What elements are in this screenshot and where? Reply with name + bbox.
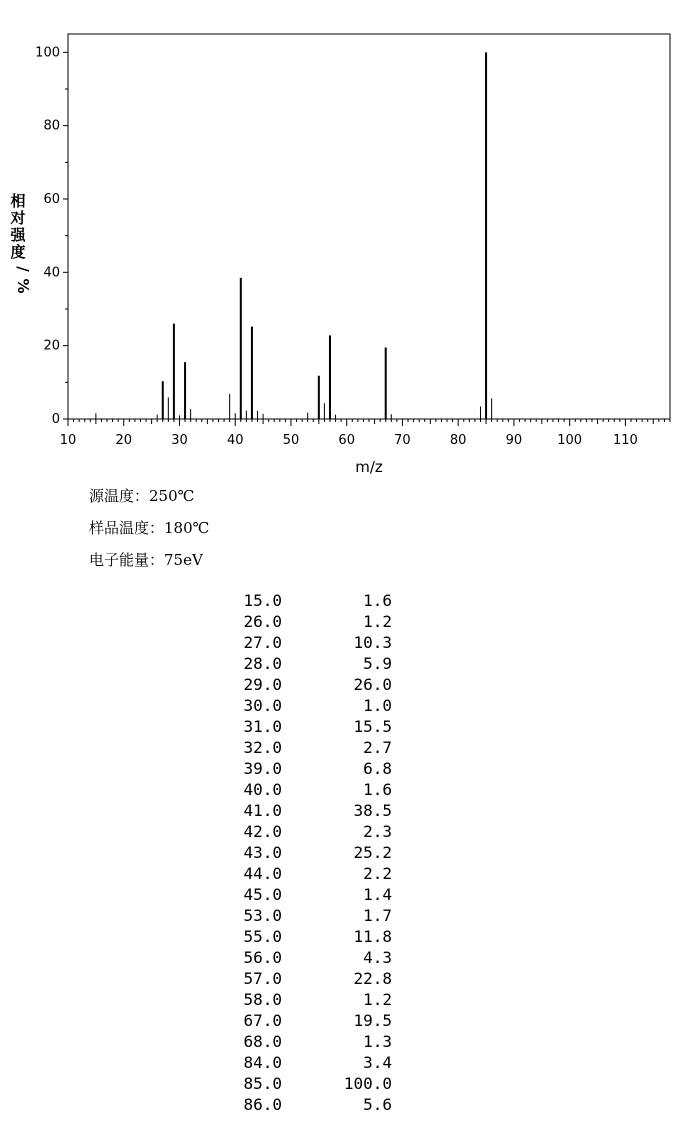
table-row: [200, 842, 392, 863]
peak-mz: 86.0: [243, 1095, 282, 1114]
table-row: [200, 779, 392, 800]
peak-mz: 55.0: [243, 927, 282, 946]
peak-mz: 44.0: [243, 864, 282, 883]
peak-intensity: 1.6: [363, 780, 392, 799]
peak-intensity: 2.2: [363, 864, 392, 883]
peak-mz: 39.0: [243, 759, 282, 778]
y-tick-label: 40: [43, 265, 60, 281]
peak-mz: 45.0: [243, 885, 282, 904]
peak-table-body: [200, 590, 392, 1115]
table-row: [200, 1073, 392, 1094]
peak-intensity: 100.0: [343, 1074, 392, 1093]
peak-mz: 32.0: [243, 738, 282, 757]
table-row: [200, 737, 392, 758]
mass-spectrum-chart: [0, 0, 696, 480]
peak-mz: 58.0: [243, 990, 282, 1009]
table-row: [200, 674, 392, 695]
x-tick-label: 40: [226, 433, 244, 448]
table-row: [200, 758, 392, 779]
peak-mz: 67.0: [243, 1011, 282, 1030]
peak-intensity: 38.5: [353, 801, 392, 820]
peak-intensity: 11.8: [353, 927, 392, 946]
y-axis-title: [9, 192, 32, 294]
table-row: [200, 1094, 392, 1115]
x-axis-title: m/z: [355, 458, 383, 476]
x-tick-label: 70: [394, 433, 411, 448]
peak-intensity: 6.8: [363, 759, 392, 778]
peak-mz: 53.0: [243, 906, 282, 925]
plot-frame: [68, 34, 670, 419]
peak-intensity: 26.0: [353, 675, 392, 694]
x-tick-label: 50: [282, 433, 300, 448]
y-axis-title-char: %: [14, 278, 32, 294]
x-tick-label: 100: [557, 433, 583, 448]
table-row: [200, 926, 392, 947]
x-tick-label: 20: [115, 433, 133, 448]
peak-mz: 15.0: [243, 591, 282, 610]
table-row: [200, 884, 392, 905]
peak-intensity: 10.3: [353, 633, 392, 652]
peak-intensity: 5.9: [363, 654, 392, 673]
peak-mz: 42.0: [243, 822, 282, 841]
y-axis-title-char: 相: [10, 192, 26, 210]
table-row: [200, 1031, 392, 1052]
y-axis-title-char: 度: [10, 243, 26, 261]
x-axis: [60, 419, 670, 448]
y-tick-label: 60: [43, 192, 60, 207]
peak-intensity: 2.3: [363, 822, 392, 841]
peak-intensity: 22.8: [353, 969, 392, 988]
x-tick-label: 110: [612, 433, 638, 448]
peak-table: [200, 590, 392, 1115]
peak-intensity: 25.2: [353, 843, 392, 862]
table-row: [200, 1052, 392, 1073]
table-row: [200, 821, 392, 842]
y-tick-label: 100: [35, 45, 60, 61]
spectrum-bars: [96, 52, 492, 419]
table-row: [200, 695, 392, 716]
x-tick-label: 10: [59, 433, 77, 448]
table-row: [200, 611, 392, 632]
peak-mz: 29.0: [243, 675, 282, 694]
instrument-conditions: [89, 485, 209, 581]
peak-mz: 85.0: [243, 1074, 282, 1093]
table-row: [200, 653, 392, 674]
y-axis-title-char: 对: [10, 209, 26, 227]
sample-temperature: 样品温度：180℃: [89, 519, 210, 537]
table-row: [200, 1010, 392, 1031]
peak-intensity: 1.7: [363, 906, 392, 925]
y-tick-label: 20: [43, 338, 60, 354]
y-axis: [35, 45, 68, 427]
peak-intensity: 5.6: [363, 1095, 392, 1114]
y-axis-title-char: 强: [10, 226, 26, 244]
peak-intensity: 3.4: [363, 1053, 392, 1072]
table-row: [200, 968, 392, 989]
y-tick-label: 80: [43, 118, 60, 134]
peak-intensity: 2.7: [363, 738, 392, 757]
source-temperature: 源温度：250℃: [89, 487, 195, 505]
peak-mz: 68.0: [243, 1032, 282, 1051]
peak-mz: 31.0: [243, 717, 282, 736]
x-tick-label: 80: [449, 433, 467, 448]
peak-intensity: 1.6: [363, 591, 392, 610]
table-row: [200, 716, 392, 737]
table-row: [200, 800, 392, 821]
y-axis-title-char: /: [14, 266, 32, 272]
peak-mz: 57.0: [243, 969, 282, 988]
electron-energy: 电子能量：75eV: [89, 551, 203, 569]
peak-mz: 84.0: [243, 1053, 282, 1072]
table-row: [200, 632, 392, 653]
x-tick-label: 90: [505, 433, 523, 448]
x-tick-label: 30: [171, 433, 188, 448]
peak-intensity: 1.2: [363, 612, 392, 631]
peak-intensity: 1.0: [363, 696, 392, 715]
table-row: [200, 989, 392, 1010]
peak-mz: 41.0: [243, 801, 282, 820]
x-tick-label: 60: [338, 433, 355, 448]
peak-intensity: 15.5: [353, 717, 392, 736]
peak-intensity: 19.5: [353, 1011, 392, 1030]
peak-mz: 28.0: [243, 654, 282, 673]
y-tick-label: 0: [51, 412, 60, 427]
peak-mz: 27.0: [243, 633, 282, 652]
peak-intensity: 1.3: [363, 1032, 392, 1051]
table-row: [200, 905, 392, 926]
table-row: [200, 590, 392, 611]
peak-mz: 30.0: [243, 696, 282, 715]
peak-intensity: 4.3: [363, 948, 392, 967]
peak-intensity: 1.4: [363, 885, 392, 904]
peak-mz: 43.0: [243, 843, 282, 862]
peak-intensity: 1.2: [363, 990, 392, 1009]
table-row: [200, 947, 392, 968]
peak-mz: 26.0: [243, 612, 282, 631]
table-row: [200, 863, 392, 884]
peak-mz: 56.0: [243, 948, 282, 967]
peak-mz: 40.0: [243, 780, 282, 799]
